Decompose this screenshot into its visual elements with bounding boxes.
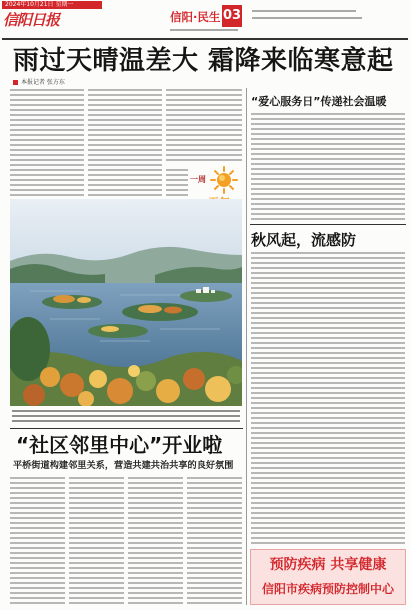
issue-date: 2024年10月21日 星期一 xyxy=(2,1,102,9)
community-body-column xyxy=(187,477,242,605)
section-divider xyxy=(10,428,243,429)
byline-text: 本报记者 张方东 xyxy=(21,79,65,86)
community-headline: “社区邻里中心”开业啦 xyxy=(16,433,223,457)
service-day-body xyxy=(251,113,405,220)
byline-marker-icon xyxy=(13,80,18,85)
section-divider xyxy=(250,224,406,225)
health-promo-box xyxy=(250,549,406,605)
flu-prevention-body xyxy=(251,252,405,544)
promo-organization: 信阳市疾病预防控制中心 xyxy=(261,582,394,596)
photo-caption xyxy=(12,410,240,422)
community-body-column xyxy=(69,477,124,605)
community-body-column xyxy=(10,477,65,605)
service-day-headline: “爱心服务日”传递社会温暖 xyxy=(251,95,387,108)
editor-credit-line xyxy=(170,29,238,31)
community-subheadline: 平桥街道构建邻里关系，营造共建共治共享的良好氛围 xyxy=(13,460,234,471)
lead-headline: 雨过天晴温差大 霜降来临寒意起 xyxy=(13,46,394,76)
flu-prevention-headline: 秋风起，流感防 xyxy=(251,231,357,249)
lake-landscape-photo xyxy=(10,199,242,406)
newspaper-logo: 信阳日报 xyxy=(3,11,60,29)
lead-body-column xyxy=(88,89,162,196)
lead-body-column xyxy=(166,89,242,164)
header-divider xyxy=(2,38,408,40)
lead-body-column xyxy=(10,89,84,196)
section-title: 信阳·民生 xyxy=(170,10,221,24)
community-body-column xyxy=(128,477,183,605)
header-contact-line xyxy=(252,17,362,19)
lead-byline xyxy=(13,79,65,87)
weather-badge-line1: 一周 xyxy=(190,175,206,184)
column-divider xyxy=(246,88,247,605)
page-number: 03 xyxy=(222,5,242,27)
header-contact-line xyxy=(252,10,356,12)
promo-slogan: 预防疾病 共享健康 xyxy=(269,557,387,573)
sun-icon xyxy=(210,166,238,194)
lead-body-column xyxy=(166,169,188,196)
